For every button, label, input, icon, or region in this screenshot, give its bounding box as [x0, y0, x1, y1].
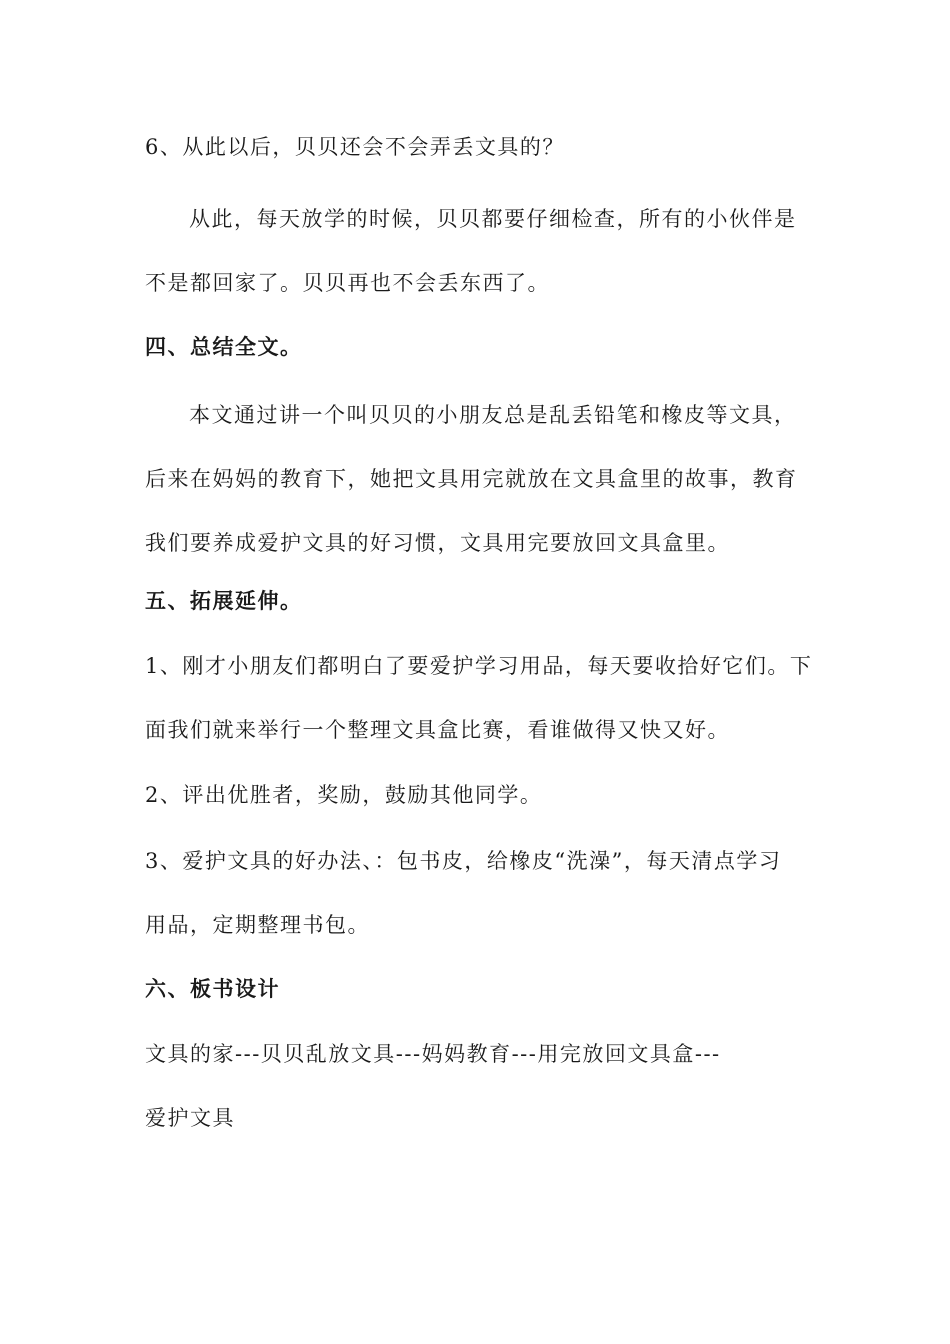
section-6-body [145, 1022, 810, 1150]
section-5-item-1 [145, 634, 813, 762]
section-5-item-2-text: 2、评出优胜者，奖励，鼓励其他同学。 [145, 783, 543, 807]
section-5-item-3 [145, 829, 810, 957]
section-4-line-1: 本文通过讲一个叫贝贝的小朋友总是乱丢铅笔和橡皮等文具， [189, 403, 797, 427]
answer-6-block [145, 187, 810, 315]
section-4-line-3: 我们要养成爱护文具的好习惯，文具用完要放回文具盒里。 [145, 531, 730, 555]
section-4-body [145, 383, 810, 575]
section-5-heading-block [145, 569, 810, 633]
question-6-text: 6、从此以后，贝贝还会不会弄丢文具的？ [145, 135, 565, 159]
section-6-heading: 六、板书设计 [145, 977, 280, 1001]
section-6-heading-block [145, 957, 810, 1021]
answer-6-line-2: 不是都回家了。贝贝再也不会丢东西了。 [145, 271, 550, 295]
section-5-item-3-line-1: 3、爱护文具的好办法、：包书皮，给橡皮“洗澡”，每天清点学习 [145, 849, 782, 873]
answer-6-line-1: 从此，每天放学的时候，贝贝都要仔细检查，所有的小伙伴是 [189, 207, 797, 231]
section-5-item-3-line-2: 用品，定期整理书包。 [145, 913, 370, 937]
section-4-heading: 四、总结全文。 [145, 335, 303, 359]
section-5-item-1-line-2: 面我们就来举行一个整理文具盒比赛，看谁做得又快又好。 [145, 718, 730, 742]
question-6-block [145, 115, 810, 179]
section-5-item-2 [145, 763, 810, 827]
section-5-heading: 五、拓展延伸。 [145, 589, 303, 613]
section-4-line-2: 后来在妈妈的教育下，她把文具用完就放在文具盒里的故事，教育 [145, 467, 798, 491]
section-4-heading-block [145, 315, 810, 379]
section-6-line-2: 爱护文具 [145, 1106, 235, 1130]
section-6-line-1: 文具的家---贝贝乱放文具---妈妈教育---用完放回文具盒--- [145, 1042, 721, 1066]
section-5-item-1-line-1: 1、刚才小朋友们都明白了要爱护学习用品，每天要收拾好它们。下 [145, 654, 813, 678]
